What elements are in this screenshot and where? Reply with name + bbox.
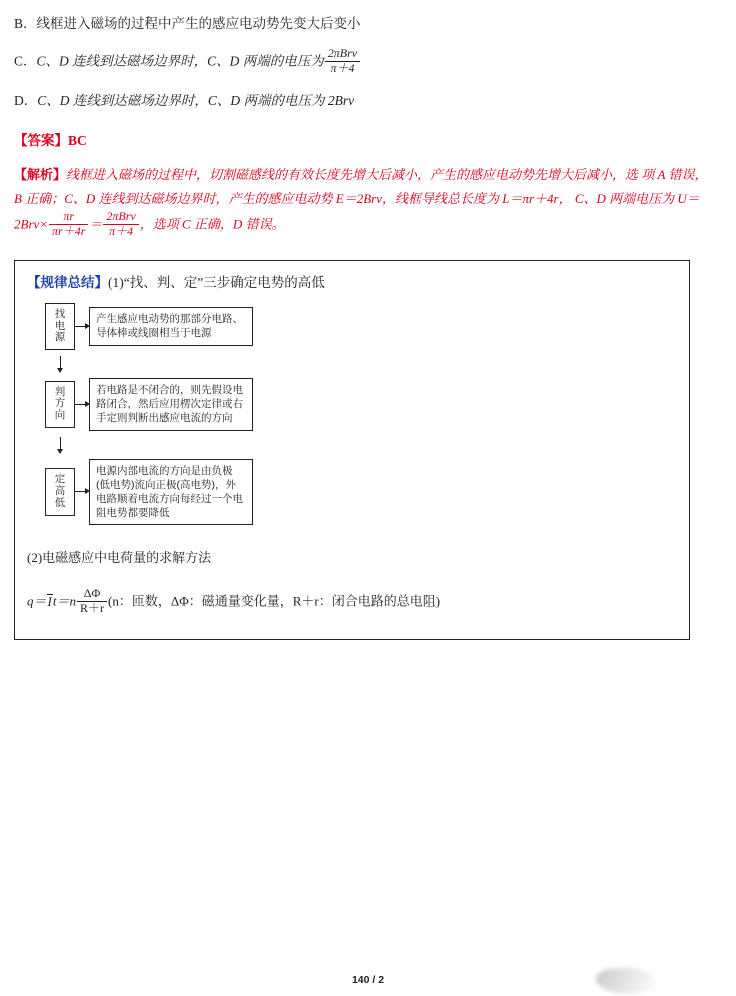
option-c	[14, 48, 714, 77]
flow-step-2-char-1: 判	[54, 385, 66, 398]
summary-box-title-text: (1)“找、判、定”三步确定电势的高低	[108, 274, 325, 290]
option-d	[14, 91, 714, 111]
flow-arrow-down-1	[60, 356, 61, 372]
flow-step-2	[45, 378, 677, 431]
explanation-label: 【解析】	[14, 167, 67, 183]
option-d-text-2: C、D 两端的电压为 2Brv	[207, 92, 355, 108]
explanation-line-2: 项 A 错误，B 正确；C、D 连线到达磁场边界时，产生的感应电动势 E＝2Brv，线框导线总长度为 L＝πr＋4r，	[14, 167, 708, 207]
formula-fraction-denominator: R＋r	[77, 601, 107, 616]
flow-step-3-char-2: 高	[54, 485, 66, 498]
option-c-text-1: C、D 连线到达磁场边界时，	[36, 53, 208, 69]
option-d-prefix: D．	[14, 92, 38, 108]
explanation-block	[14, 163, 714, 240]
flow-step-2-char-3: 向	[54, 409, 66, 422]
explanation-fraction-2	[103, 210, 138, 239]
explanation-fraction-1-denominator: πr＋4r	[49, 224, 88, 239]
flow-step-1-label	[45, 303, 75, 350]
explanation-fraction-1	[49, 210, 88, 239]
explanation-fraction-1-numerator: πr	[63, 209, 75, 224]
flow-step-3-label	[45, 468, 75, 515]
option-c-text-2: C、D 两端的电压为	[207, 53, 324, 69]
option-c-prefix: C．	[14, 53, 37, 69]
summary-box	[14, 260, 690, 640]
flow-step-2-text: 若电路是不闭合的，则先假设电路闭合，然后应用楞次定律或右手定则判断出感应电流的方向	[89, 378, 253, 431]
flow-step-3	[45, 459, 677, 526]
option-b: B．线框进入磁场的过程中产生的感应电动势先变大后变小	[14, 16, 361, 31]
formula-t: t＝n	[52, 593, 76, 609]
explanation-fraction-2-denominator: π＋4	[103, 224, 138, 239]
flow-arrow-down-1-wrap	[45, 356, 75, 372]
flow-step-1-char-3: 源	[54, 331, 66, 344]
flow-step-3-char-1: 定	[54, 473, 66, 486]
explanation-line-3b: ，选项 C 正确，D 错误。	[139, 216, 285, 232]
summary-subhead: (2)电磁感应中电荷量的求解方法	[27, 550, 212, 566]
option-c-fraction	[325, 47, 360, 76]
option-c-fraction-denominator: π＋4	[325, 61, 360, 76]
flow-diagram	[45, 303, 677, 525]
flow-arrow-right-3	[75, 491, 89, 492]
flow-step-2-label	[45, 381, 75, 428]
flow-step-1-char-1: 找	[54, 307, 66, 320]
option-c-fraction-numerator: 2πBrv	[327, 46, 358, 61]
formula-fraction	[77, 587, 107, 616]
explanation-line-3a: C、D 两端电压为 U＝2Brv×	[14, 191, 700, 232]
explanation-fraction-2-numerator: 2πBrv	[106, 209, 136, 224]
document-content	[14, 14, 714, 640]
option-d-text-1: C、D 连线到达磁场边界时，	[37, 92, 208, 108]
flow-step-3-text: 电源内部电流的方向是由负极(低电势)流向正极(高电势)，外电路顺着电流方向每经过一个电阻电势都要降低	[89, 459, 253, 526]
formula-average-current: I	[47, 593, 52, 609]
answer-value: BC	[68, 133, 87, 149]
formula-q: q＝	[27, 593, 47, 609]
flow-arrow-down-2-wrap	[45, 437, 75, 453]
flow-step-3-char-3: 低	[54, 496, 66, 509]
flow-arrow-right-1	[75, 326, 89, 327]
charge-formula	[27, 588, 677, 617]
flow-step-1-text: 产生感应电动势的那部分电路、导体棒或线圈相当于电源	[89, 307, 253, 345]
flow-step-2-char-2: 方	[54, 397, 66, 410]
answer-label: 【答案】	[14, 133, 68, 149]
formula-tail: (n：匝数，ΔΦ：磁通量变化量，R＋r：闭合电路的总电阻)	[108, 593, 441, 609]
scan-smudge	[596, 968, 656, 994]
summary-box-label: 【规律总结】	[27, 274, 108, 290]
explanation-line-1: 线框进入磁场的过程中，切割磁感线的有效长度先增大后减小，产生的感应电动势先增大后减小，选	[66, 167, 639, 183]
answer-line	[14, 129, 714, 149]
flow-arrow-right-2	[75, 404, 89, 405]
summary-box-title	[27, 271, 677, 291]
flow-step-1-char-2: 电	[54, 319, 66, 332]
formula-fraction-numerator: ΔΦ	[83, 586, 101, 601]
explanation-equals: ＝	[89, 216, 103, 232]
flow-arrow-down-2	[60, 437, 61, 453]
flow-step-1	[45, 303, 677, 350]
page-footer: 140 / 2	[351, 974, 385, 986]
